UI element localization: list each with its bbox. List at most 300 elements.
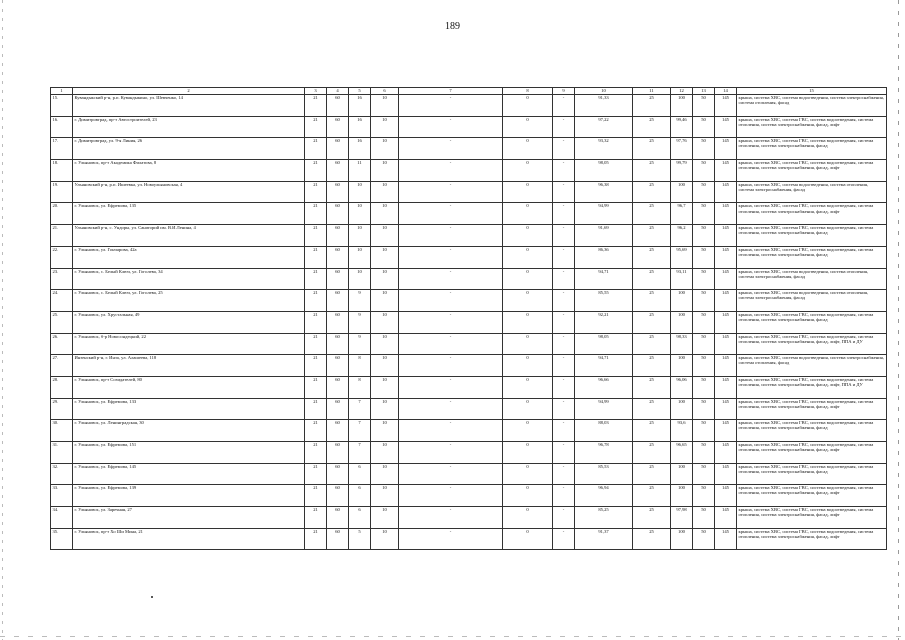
col5-cell: 9 (349, 290, 371, 312)
scan-edge-right (898, 0, 899, 640)
col4-cell: 60 (327, 95, 349, 117)
col9-cell: - (553, 268, 575, 290)
col10-cell: 86,36 (575, 246, 633, 268)
col10-cell: 85,55 (575, 290, 633, 312)
col12-cell: 100 (671, 398, 693, 420)
col7-cell: - (399, 333, 503, 355)
col8-cell: 0 (503, 95, 553, 117)
col3-cell: 21 (305, 246, 327, 268)
col5-cell: 9 (349, 311, 371, 333)
column-number-row (51, 88, 887, 95)
col11-cell: 25 (633, 507, 671, 529)
col13-cell: 50 (693, 246, 715, 268)
col3-cell: 21 (305, 398, 327, 420)
col5-cell: 7 (349, 398, 371, 420)
column-header: 7 (399, 88, 503, 95)
col10-cell: 96,66 (575, 376, 633, 398)
row-number: 34. (51, 507, 73, 529)
table-row (51, 138, 887, 160)
row-number: 23. (51, 268, 73, 290)
col9-cell: - (553, 181, 575, 203)
address-cell: г. Димитровград, ул. 9-я Линия, 26 (73, 138, 305, 160)
col11-cell: 25 (633, 442, 671, 464)
works-cell: крыша, система ХВС, система ГВС, система водоотведения, система отопления, система электроснабжения, фасад (737, 138, 887, 160)
works-cell: крыша, система ХВС, система ГВС, система водоотведения, система отопления, система электроснабжения, фасад, лифт (737, 528, 887, 550)
col11-cell: 25 (633, 311, 671, 333)
col4-cell: 60 (327, 181, 349, 203)
col10-cell: 96,78 (575, 442, 633, 464)
col8-cell: 0 (503, 290, 553, 312)
col5-cell: 7 (349, 442, 371, 464)
col7-cell: - (399, 160, 503, 182)
address-cell: г. Ульяновск, ул. Ефремова, 151 (73, 442, 305, 464)
col12-cell: 100 (671, 485, 693, 507)
col3-cell: 21 (305, 485, 327, 507)
col5-cell: 6 (349, 507, 371, 529)
col12-cell: 100 (671, 528, 693, 550)
row-number: 20. (51, 203, 73, 225)
page-number: 189 (445, 21, 460, 32)
column-header: 3 (305, 88, 327, 95)
col11-cell: 25 (633, 138, 671, 160)
col3-cell: 21 (305, 290, 327, 312)
col13-cell: 50 (693, 376, 715, 398)
col13-cell: 50 (693, 116, 715, 138)
col5-cell: 11 (349, 160, 371, 182)
col5-cell: 10 (349, 225, 371, 247)
address-cell: г. Ульяновск, с. Белый Ключ, ул. Гоголева, 25 (73, 290, 305, 312)
col13-cell: 50 (693, 138, 715, 160)
col3-cell: 21 (305, 138, 327, 160)
col7-cell: - (399, 420, 503, 442)
col4-cell: 60 (327, 333, 349, 355)
col6-cell: 10 (371, 290, 399, 312)
col9-cell: - (553, 420, 575, 442)
address-cell: Ульяновский р-н, р.п. Ишеевка, ул. Новоульяновская, 4 (73, 181, 305, 203)
col5-cell: 8 (349, 355, 371, 377)
col6-cell: 10 (371, 116, 399, 138)
works-cell: крыша, система ХВС, система ГВС, система водоотведения, система отопления, система электроснабжения, фасад (737, 311, 887, 333)
col4-cell: 60 (327, 442, 349, 464)
col8-cell: 0 (503, 181, 553, 203)
col10-cell: 92,21 (575, 311, 633, 333)
table-row (51, 181, 887, 203)
col11-cell: 25 (633, 95, 671, 117)
col8-cell: 0 (503, 463, 553, 485)
table-row (51, 376, 887, 398)
col12-cell: 100 (671, 181, 693, 203)
col4-cell: 60 (327, 246, 349, 268)
works-cell: крыша, система ХВС, система ГВС, система водоотведения, система отопления, система электроснабжения, фасад, лифт (737, 203, 887, 225)
col7-cell: - (399, 528, 503, 550)
col13-cell: 50 (693, 290, 715, 312)
col13-cell: 50 (693, 311, 715, 333)
works-cell: крыша, система ХВС, система водоотведения, система отопления, система электроснабжения, фасад (737, 290, 887, 312)
col4-cell: 60 (327, 376, 349, 398)
col12-cell: 99,79 (671, 160, 693, 182)
col5-cell: 10 (349, 203, 371, 225)
repair-program-table (50, 87, 887, 550)
col14-cell: 145 (715, 333, 737, 355)
address-cell: Ульяновский р-н, с. Ундоры, ул. Санаторий им. В.И.Ленина, 4 (73, 225, 305, 247)
col14-cell: 145 (715, 225, 737, 247)
col11-cell: 25 (633, 485, 671, 507)
table-row (51, 116, 887, 138)
col10-cell: 88,03 (575, 420, 633, 442)
col11-cell: 25 (633, 160, 671, 182)
col3-cell: 21 (305, 225, 327, 247)
table-row (51, 398, 887, 420)
col14-cell: 145 (715, 355, 737, 377)
table-row (51, 442, 887, 464)
address-cell: г. Ульяновск, пр-т Академика Филатова, 8 (73, 160, 305, 182)
col8-cell: 0 (503, 203, 553, 225)
col11-cell: 25 (633, 246, 671, 268)
address-cell: Кувандыкский р-н, р.п. Кувандыкино, ул. Шевченко, 14 (73, 95, 305, 117)
table-row (51, 246, 887, 268)
row-number: 31. (51, 442, 73, 464)
row-number: 27. (51, 355, 73, 377)
col7-cell: - (399, 225, 503, 247)
col13-cell: 50 (693, 203, 715, 225)
col5-cell: 16 (349, 138, 371, 160)
table-row (51, 290, 887, 312)
col5-cell: 5 (349, 528, 371, 550)
col5-cell: 10 (349, 246, 371, 268)
address-cell: г. Ульяновск, ул. Ленинградская, 30 (73, 420, 305, 442)
address-cell: г. Димитровград, пр-т Автостроителей, 23 (73, 116, 305, 138)
works-cell: крыша, система ХВС, система ГВС, система водоотведения, система отопления, система электроснабжения, фасад, лифт, ППА и ДУ (737, 333, 887, 355)
col14-cell: 145 (715, 160, 737, 182)
scan-speck (151, 596, 153, 598)
col7-cell: - (399, 116, 503, 138)
col8-cell: 0 (503, 138, 553, 160)
row-number: 25. (51, 311, 73, 333)
col12-cell: 100 (671, 290, 693, 312)
col3-cell: 21 (305, 355, 327, 377)
col6-cell: 10 (371, 485, 399, 507)
col13-cell: 50 (693, 528, 715, 550)
col8-cell: 0 (503, 333, 553, 355)
column-header: 15 (737, 88, 887, 95)
col14-cell: 145 (715, 311, 737, 333)
row-number: 15. (51, 95, 73, 117)
col12-cell: 96,2 (671, 225, 693, 247)
column-header: 5 (349, 88, 371, 95)
col13-cell: 50 (693, 463, 715, 485)
col4-cell: 60 (327, 138, 349, 160)
column-header: 13 (693, 88, 715, 95)
col14-cell: 145 (715, 398, 737, 420)
col14-cell: 145 (715, 507, 737, 529)
col7-cell: - (399, 203, 503, 225)
col6-cell: 10 (371, 203, 399, 225)
col12-cell: 100 (671, 463, 693, 485)
col7-cell: - (399, 311, 503, 333)
col12-cell: 93,6 (671, 420, 693, 442)
col14-cell: 145 (715, 528, 737, 550)
address-cell: г. Ульяновск, ул. Ефремова, 139 (73, 485, 305, 507)
col8-cell: 0 (503, 268, 553, 290)
table-row (51, 485, 887, 507)
col3-cell: 21 (305, 507, 327, 529)
col13-cell: 50 (693, 160, 715, 182)
col3-cell: 21 (305, 463, 327, 485)
col3-cell: 21 (305, 181, 327, 203)
address-cell: г. Ульяновск, пр-т Созидателей, 80 (73, 376, 305, 398)
col6-cell: 10 (371, 420, 399, 442)
col14-cell: 145 (715, 442, 737, 464)
col7-cell: - (399, 442, 503, 464)
col10-cell: 94,99 (575, 203, 633, 225)
col9-cell: - (553, 528, 575, 550)
col9-cell: - (553, 311, 575, 333)
col11-cell: 25 (633, 398, 671, 420)
col3-cell: 21 (305, 311, 327, 333)
col8-cell: 0 (503, 507, 553, 529)
row-number: 16. (51, 116, 73, 138)
row-number: 17. (51, 138, 73, 160)
works-cell: крыша, система ХВС, система ГВС, система водоотведения, система отопления, система электроснабжения, фасад (737, 246, 887, 268)
column-header: 9 (553, 88, 575, 95)
col14-cell: 145 (715, 138, 737, 160)
col7-cell: - (399, 355, 503, 377)
column-header: 4 (327, 88, 349, 95)
col6-cell: 10 (371, 333, 399, 355)
col7-cell: - (399, 95, 503, 117)
col6-cell: 10 (371, 398, 399, 420)
works-cell: крыша, система ХВС, система ГВС, система водоотведения, система отопления, система электроснабжения, фасад (737, 420, 887, 442)
col4-cell: 60 (327, 116, 349, 138)
col10-cell: 96,38 (575, 181, 633, 203)
column-header: 8 (503, 88, 553, 95)
col4-cell: 60 (327, 463, 349, 485)
col8-cell: 0 (503, 225, 553, 247)
col4-cell: 60 (327, 268, 349, 290)
col9-cell: - (553, 138, 575, 160)
col3-cell: 21 (305, 528, 327, 550)
col14-cell: 145 (715, 463, 737, 485)
document-table-container (50, 87, 886, 550)
works-cell: крыша, система ХВС, система водоотведения, система электроснабжения, система отопления, фасад (737, 355, 887, 377)
row-number: 18. (51, 160, 73, 182)
col8-cell: 0 (503, 311, 553, 333)
column-header: 6 (371, 88, 399, 95)
col13-cell: 50 (693, 95, 715, 117)
col9-cell: - (553, 376, 575, 398)
col11-cell: 25 (633, 225, 671, 247)
col9-cell: - (553, 485, 575, 507)
col11-cell: 25 (633, 463, 671, 485)
col14-cell: 145 (715, 268, 737, 290)
col3-cell: 21 (305, 95, 327, 117)
col10-cell: 85,53 (575, 463, 633, 485)
col11-cell: 25 (633, 333, 671, 355)
col8-cell: 0 (503, 485, 553, 507)
table-row (51, 528, 887, 550)
works-cell: крыша, система ХВС, система водоотведения, система электроснабжения, система отопления, фасад (737, 95, 887, 117)
col6-cell: 10 (371, 507, 399, 529)
col6-cell: 10 (371, 376, 399, 398)
col10-cell: 94,71 (575, 355, 633, 377)
col8-cell: 0 (503, 528, 553, 550)
col9-cell: - (553, 463, 575, 485)
col7-cell: - (399, 376, 503, 398)
works-cell: крыша, система ХВС, система ГВС, система водоотведения, система отопления, система электроснабжения, фасад, лифт (737, 160, 887, 182)
col6-cell: 10 (371, 246, 399, 268)
table-row (51, 268, 887, 290)
col4-cell: 60 (327, 355, 349, 377)
col8-cell: 0 (503, 355, 553, 377)
col14-cell: 145 (715, 376, 737, 398)
works-cell: крыша, система ХВС, система ГВС, система водоотведения, система отопления, система электроснабжения, фасад, лифт (737, 507, 887, 529)
address-cell: г. Ульяновск, ул. Ефремова, 145 (73, 463, 305, 485)
col8-cell: 0 (503, 398, 553, 420)
row-number: 24. (51, 290, 73, 312)
col14-cell: 145 (715, 203, 737, 225)
table-row (51, 203, 887, 225)
col6-cell: 10 (371, 138, 399, 160)
col8-cell: 0 (503, 246, 553, 268)
col3-cell: 21 (305, 420, 327, 442)
col3-cell: 21 (305, 116, 327, 138)
row-number: 32. (51, 463, 73, 485)
table-row (51, 225, 887, 247)
table-row (51, 420, 887, 442)
table-row (51, 311, 887, 333)
col9-cell: - (553, 507, 575, 529)
col4-cell: 60 (327, 311, 349, 333)
col13-cell: 50 (693, 333, 715, 355)
col6-cell: 10 (371, 225, 399, 247)
col14-cell: 145 (715, 181, 737, 203)
col4-cell: 60 (327, 225, 349, 247)
col9-cell: - (553, 116, 575, 138)
col13-cell: 50 (693, 225, 715, 247)
col6-cell: 10 (371, 463, 399, 485)
col6-cell: 10 (371, 355, 399, 377)
scan-edge-bottom (0, 636, 905, 637)
col4-cell: 60 (327, 528, 349, 550)
col8-cell: 0 (503, 160, 553, 182)
col8-cell: 0 (503, 442, 553, 464)
col9-cell: - (553, 442, 575, 464)
col11-cell: 25 (633, 376, 671, 398)
col4-cell: 60 (327, 203, 349, 225)
col4-cell: 60 (327, 507, 349, 529)
col7-cell: - (399, 485, 503, 507)
col6-cell: 10 (371, 268, 399, 290)
col12-cell: 93,11 (671, 268, 693, 290)
col14-cell: 145 (715, 116, 737, 138)
col7-cell: - (399, 246, 503, 268)
col10-cell: 91,37 (575, 528, 633, 550)
col14-cell: 145 (715, 95, 737, 117)
column-header: 2 (73, 88, 305, 95)
row-number: 21. (51, 225, 73, 247)
col6-cell: 10 (371, 181, 399, 203)
col4-cell: 60 (327, 290, 349, 312)
works-cell: крыша, система ХВС, система ГВС, система водоотведения, система отопления, система электроснабжения, фасад (737, 225, 887, 247)
col5-cell: 16 (349, 116, 371, 138)
row-number: 35. (51, 528, 73, 550)
address-cell: г. Ульяновск, с. Белый Ключ, ул. Гоголева, 34 (73, 268, 305, 290)
address-cell: г. Ульяновск, ул. Заречная, 27 (73, 507, 305, 529)
col3-cell: 21 (305, 333, 327, 355)
col10-cell: 97,22 (575, 116, 633, 138)
col9-cell: - (553, 290, 575, 312)
col8-cell: 0 (503, 116, 553, 138)
col7-cell: - (399, 507, 503, 529)
col10-cell: 96,94 (575, 485, 633, 507)
col11-cell: 25 (633, 290, 671, 312)
works-cell: крыша, система ХВС, система ГВС, система водоотведения, система отопления, система электроснабжения, фасад (737, 463, 887, 485)
column-header: 1 (51, 88, 73, 95)
works-cell: крыша, система ХВС, система ГВС, система водоотведения, система отопления, система электроснабжения, фасад, лифт, ППА и ДУ (737, 376, 887, 398)
row-number: 33. (51, 485, 73, 507)
works-cell: крыша, система ХВС, система ГВС, система водоотведения, система отопления, система электроснабжения, фасад, лифт (737, 442, 887, 464)
col6-cell: 10 (371, 528, 399, 550)
works-cell: крыша, система ХВС, система ГВС, система водоотведения, система отопления, система электроснабжения, фасад, лифт (737, 398, 887, 420)
col10-cell: 91,69 (575, 225, 633, 247)
table-row (51, 160, 887, 182)
col9-cell: - (553, 246, 575, 268)
col5-cell: 6 (349, 485, 371, 507)
works-cell: крыша, система ХВС, система водоотведения, система отопления, система электроснабжения, фасад (737, 181, 887, 203)
col12-cell: 98,33 (671, 333, 693, 355)
col5-cell: 16 (349, 95, 371, 117)
col11-cell: 25 (633, 203, 671, 225)
col11-cell: 25 (633, 528, 671, 550)
col4-cell: 60 (327, 398, 349, 420)
col13-cell: 50 (693, 485, 715, 507)
col10-cell: 93,32 (575, 138, 633, 160)
col12-cell: 100 (671, 311, 693, 333)
col11-cell: 25 (633, 420, 671, 442)
col8-cell: 0 (503, 376, 553, 398)
col10-cell: 85,25 (575, 507, 633, 529)
col5-cell: 10 (349, 268, 371, 290)
col7-cell: - (399, 268, 503, 290)
address-cell: г. Ульяновск, ул. Хрустальная, 49 (73, 311, 305, 333)
col11-cell: 25 (633, 181, 671, 203)
col12-cell: 96,06 (671, 376, 693, 398)
column-header: 10 (575, 88, 633, 95)
col12-cell: 96,7 (671, 203, 693, 225)
address-cell: г. Ульяновск, ул. Ефремова, 133 (73, 398, 305, 420)
col11-cell: 25 (633, 355, 671, 377)
col12-cell: 95,69 (671, 246, 693, 268)
address-cell: Инзенский р-н, г. Инза, ул. Алашеева, 118 (73, 355, 305, 377)
col5-cell: 6 (349, 463, 371, 485)
col9-cell: - (553, 160, 575, 182)
col13-cell: 50 (693, 268, 715, 290)
col12-cell: 100 (671, 355, 693, 377)
col14-cell: 145 (715, 420, 737, 442)
address-cell: г. Ульяновск, ул. Гончарова, 42а (73, 246, 305, 268)
row-number: 28. (51, 376, 73, 398)
col4-cell: 60 (327, 420, 349, 442)
col4-cell: 60 (327, 485, 349, 507)
col6-cell: 10 (371, 442, 399, 464)
col14-cell: 145 (715, 290, 737, 312)
table-row (51, 95, 887, 117)
col6-cell: 10 (371, 160, 399, 182)
col7-cell: - (399, 290, 503, 312)
address-cell: г. Ульяновск, ул. Ефремова, 135 (73, 203, 305, 225)
row-number: 29. (51, 398, 73, 420)
col13-cell: 50 (693, 442, 715, 464)
